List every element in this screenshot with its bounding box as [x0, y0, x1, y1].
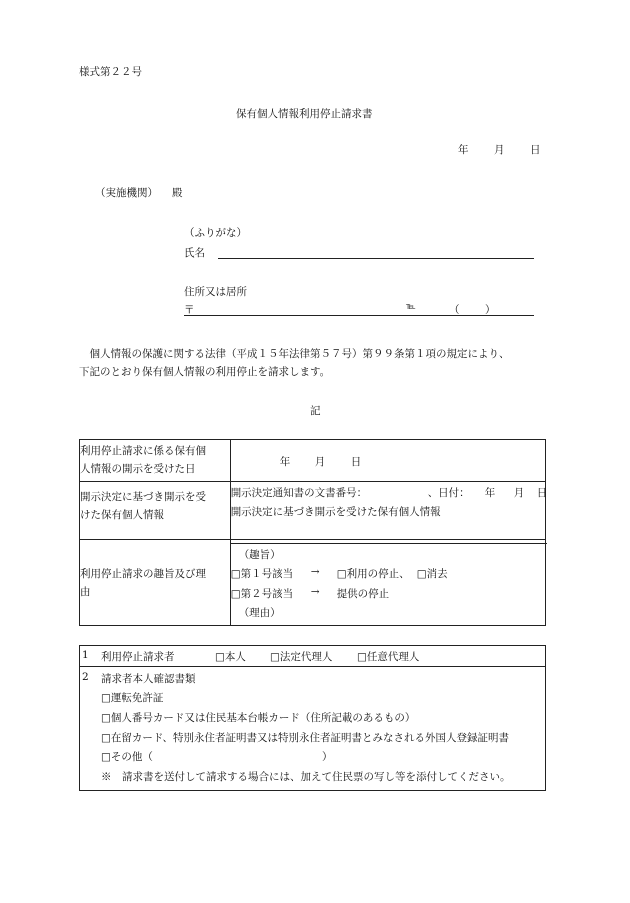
- disclosure-date-label-cell: [80, 440, 231, 482]
- table-row: [80, 667, 546, 791]
- drivers-license-checkbox[interactable]: □運転免許証: [101, 692, 164, 704]
- name-label: 氏名: [184, 247, 205, 259]
- notice-day-label: 日: [536, 487, 548, 499]
- stop-use-or-erase-checkbox[interactable]: □利用の停止、: [336, 568, 410, 580]
- notice-doc-number-label: 開示決定通知書の文書番号：: [230, 487, 368, 499]
- cell-double-line: [231, 543, 547, 544]
- voluntary-agent-checkbox[interactable]: □任意代理人: [357, 651, 420, 663]
- disclosed-info-text: 開示決定に基づき開示を受けた保有個人情報: [230, 506, 441, 518]
- ki-heading: 記: [310, 405, 321, 417]
- table-row: [80, 540, 546, 626]
- mailing-note: ※ 請求書を送付して請求する場合には、加えて住民票の写し等を添付してください。: [101, 771, 511, 783]
- requester-type-cell: [80, 646, 546, 667]
- document-title: 保有個人情報利用停止請求書: [236, 108, 373, 120]
- disclosure-date-label-line-1: 利用停止請求に係る保有個: [80, 445, 206, 457]
- furigana-label: （ふりがな）: [184, 227, 247, 239]
- form-number: 様式第２２号: [79, 66, 142, 78]
- address-field-line[interactable]: [184, 315, 534, 316]
- postal-mark: 〒: [184, 304, 195, 316]
- body-text-line-1: 個人情報の保護に関する法律（平成１５年法律第５７号）第９９条第１項の規定により、: [79, 348, 510, 360]
- tel-mark: ℡: [406, 302, 416, 312]
- residence-card-checkbox[interactable]: □在留カード、特別永住者証明書又は特別永住者証明書とみなされる外国人登録証明書: [101, 732, 509, 744]
- date-year-label: 年: [458, 144, 469, 156]
- disclosure-date-label-line-2: 人情報の開示を受けた日: [80, 463, 196, 475]
- id-documents-cell: [80, 667, 546, 791]
- item2-arrow: →: [310, 586, 320, 598]
- table-row: [80, 482, 546, 540]
- tel-paren-close: ）: [485, 304, 496, 316]
- gist-reason-label-cell: [80, 540, 231, 626]
- addressee-honorific: 殿: [172, 187, 183, 199]
- requester-verification-table: [79, 645, 546, 791]
- row-number-2: 2: [82, 671, 89, 683]
- notice-month-label: 月: [513, 487, 525, 499]
- item1-checkbox-option[interactable]: □第１号該当: [230, 568, 294, 580]
- disclosed-info-value-cell[interactable]: [230, 482, 548, 540]
- item1-arrow: →: [310, 566, 320, 578]
- disclosed-info-label-line-2: けた保有個人情報: [80, 509, 164, 521]
- addressee-agency: （実施機関）: [95, 187, 158, 199]
- disclosure-month-label: 月: [314, 456, 326, 468]
- legal-agent-checkbox[interactable]: □法定代理人: [270, 651, 333, 663]
- disclosure-day-label: 日: [350, 456, 362, 468]
- notice-year-label: 年: [484, 487, 496, 499]
- id-documents-label: 請求者本人確認書類: [101, 673, 196, 685]
- body-text-line-2: 下記のとおり保有個人情報の利用停止を請求します。: [79, 366, 331, 378]
- date-day-label: 日: [530, 144, 541, 156]
- date-month-label: 月: [494, 144, 505, 156]
- gist-label: （趣旨）: [238, 549, 281, 561]
- stop-provision-text: 提供の停止: [336, 588, 390, 600]
- disclosure-year-label: 年: [279, 456, 291, 468]
- name-field-line[interactable]: [218, 258, 534, 259]
- self-checkbox[interactable]: □本人: [215, 651, 246, 663]
- erase-checkbox[interactable]: □消去: [416, 568, 448, 580]
- table-row: [80, 440, 546, 482]
- gist-reason-value-cell[interactable]: [230, 540, 545, 626]
- tel-paren-open: （: [449, 304, 460, 316]
- notice-date-label: 、日付：: [427, 487, 470, 499]
- other-document-checkbox[interactable]: □その他（: [101, 751, 153, 763]
- request-details-table: [79, 439, 546, 626]
- item2-checkbox-option[interactable]: □第２号該当: [230, 588, 294, 600]
- reason-label: （理由）: [238, 607, 281, 619]
- disclosed-info-label-cell: [80, 482, 231, 540]
- mynumber-card-checkbox[interactable]: □個人番号カード又は住民基本台帳カード（住所記載のあるもの）: [101, 712, 416, 724]
- disclosed-info-label-line-1: 開示決定に基づき開示を受: [80, 491, 206, 503]
- gist-reason-label-line-2: 由: [80, 586, 91, 598]
- requester-type-label: 利用停止請求者: [101, 651, 175, 663]
- row-number-1: 1: [82, 649, 89, 661]
- disclosure-date-value-cell[interactable]: [230, 440, 545, 482]
- other-document-close-paren: ）: [322, 751, 333, 763]
- gist-reason-label-line-1: 利用停止請求の趣旨及び理: [80, 568, 206, 580]
- address-label: 住所又は居所: [184, 286, 247, 298]
- table-row: [80, 646, 546, 667]
